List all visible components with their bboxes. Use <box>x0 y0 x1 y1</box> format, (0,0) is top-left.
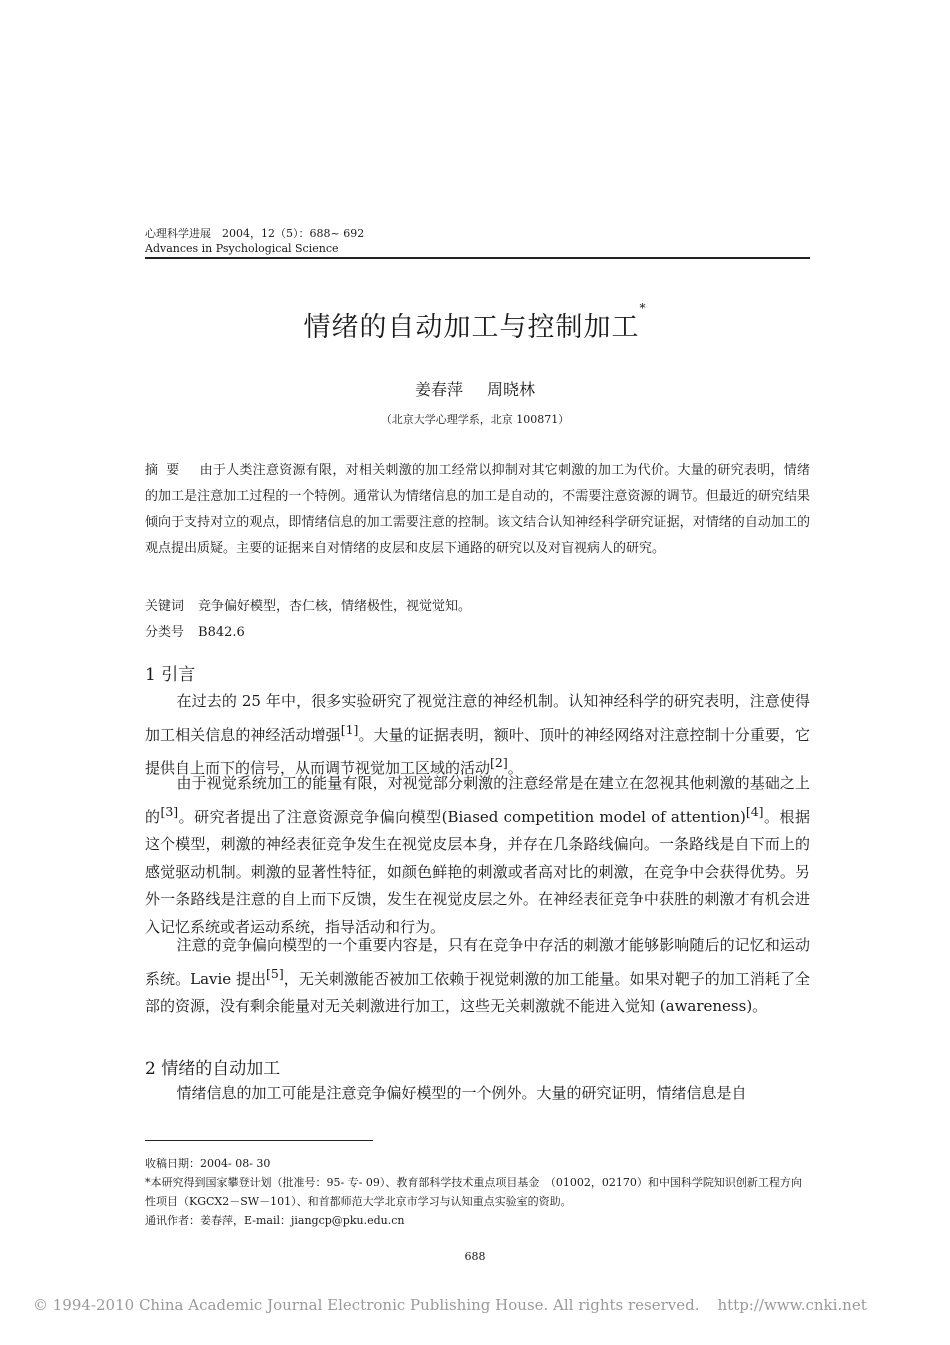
journal-header <box>145 226 810 256</box>
paragraph-text: 注意的竞争偏向模型的一个重要内容是，只有在竞争中存活的刺激才能够影响随后的记忆和运动系统。Lavie 提出 <box>145 936 810 988</box>
page-number: 688 <box>464 1250 486 1263</box>
footnote-rule <box>145 1140 373 1141</box>
copyright-url[interactable]: http://www.cnki.net <box>717 1296 867 1314</box>
title-footnote-mark: * <box>639 301 647 315</box>
paragraph-text: 情绪信息的加工可能是注意竞争偏好模型的一个例外。大量的研究证明，情绪信息是自 <box>176 1084 747 1102</box>
footnote-correspondence: 通讯作者：姜春萍，E-mail：jiangcp@pku.edu.cn <box>145 1214 405 1227</box>
classification-label: 分类号 <box>145 625 185 640</box>
keywords-text: 竞争偏好模型，杏仁核，情绪极性，视觉觉知。 <box>198 599 472 614</box>
paper-title <box>0 301 950 344</box>
paragraph-text: 。根据这个模型，刺激的神经表征竞争发生在视觉皮层本身，并存在几条路线偏向。一条路线是自下而上的感觉驱动机制。刺激的显著性特征，如颜色鲜艳的刺激或者高对比的刺激，在竞争中会获得优势。另外一条路线是注意的自上而下反馈，发生在视觉皮层之外。在神经表征竞争中获胜的刺激才有机会进入记忆系统或者运动系统，指导活动和行为。 <box>145 807 810 936</box>
abstract-text: 由于人类注意资源有限，对相关刺激的加工经常以抑制对其它刺激的加工为代价。大量的研究表明，情绪的加工是注意加工过程的一个特例。通常认为情绪信息的加工是自动的，不需要注意资源的调节。但最近的研究结果倾向于支持对立的观点，即情绪信息的加工需要注意的控制。该文结合认知神经科学研究证据，对情绪的自动加工的观点提出质疑。主要的证据来自对情绪的皮层和皮层下通路的研究以及对盲视病人的研究。 <box>145 463 810 556</box>
abstract-label: 摘要 <box>145 463 188 478</box>
author-list <box>0 377 950 400</box>
citation-ref: [1] <box>340 721 359 737</box>
author-name: 周晓林 <box>487 380 536 399</box>
paragraph <box>145 1080 810 1108</box>
paragraph-text: 在过去的 25 年中，很多实验研究了视觉注意的神经机制。认知神经科学的研究表明，注意使得加工相关信息的神经活动增强 <box>145 692 810 744</box>
paragraph <box>145 688 810 783</box>
section-heading: 2 情绪的自动加工 <box>145 1059 281 1079</box>
journal-citation: 心理科学进展 2004，12（5）：688~ 692 <box>145 227 365 240</box>
header-rule <box>145 257 810 259</box>
abstract <box>145 458 810 562</box>
paragraph-text: 。研究者提出了注意资源竞争偏向模型(Biased competition model of attention) <box>178 807 746 826</box>
citation-ref: [5] <box>266 965 284 981</box>
author-name: 姜春萍 <box>414 380 463 399</box>
paragraph <box>145 932 810 1021</box>
paragraph-text: 由于视觉系统加工的能量有限，对视觉部分刺激的注意经常是在建立在忽视其他刺激的基础之上的 <box>145 774 810 826</box>
copyright-text: © 1994-2010 China Academic Journal Electronic Publishing House. All rights reserved. <box>33 1296 700 1314</box>
affiliation: （北京大学心理学系，北京 100871） <box>380 413 570 426</box>
footnote-funding: *本研究得到国家攀登计划（批准号：95- 专- 09）、教育部科学技术重点项目基金 （01002，02170）和中国科学院知识创新工程方向性项目（KGCX2－SW－101）、和首都师范大学北京市学习与认知重点实验室的资助。 <box>145 1176 802 1208</box>
copyright-notice <box>33 1296 933 1314</box>
paragraph-text: 。 <box>507 759 523 777</box>
keywords-label: 关键词 <box>145 599 185 614</box>
footnote-received: 收稿日期：2004- 08- 30 <box>145 1157 271 1170</box>
title-text: 情绪的自动加工与控制加工 <box>303 312 640 343</box>
classification-code: B842.6 <box>198 625 245 640</box>
citation-ref: [3] <box>160 803 179 819</box>
keywords <box>145 594 810 620</box>
paragraph <box>145 770 810 941</box>
paragraph-text: 。大量的证据表明，额叶、顶叶的神经网络对注意控制十分重要，它提供自上而下的信号，从而调节视觉加工区域的活动 <box>145 725 810 777</box>
citation-ref: [4] <box>745 803 764 819</box>
footnotes <box>145 1154 810 1230</box>
citation-ref: [2] <box>490 755 508 770</box>
classification <box>145 620 810 646</box>
paragraph-text: ，无关刺激能否被加工依赖于视觉刺激的加工能量。如果对靶子的加工消耗了全部的资源，没有剩余能量对无关刺激进行加工，这些无关刺激就不能进入觉知 (awareness)。 <box>145 969 810 1015</box>
journal-name-en: Advances in Psychological Science <box>145 242 339 255</box>
section-heading: 1 引言 <box>145 665 196 685</box>
